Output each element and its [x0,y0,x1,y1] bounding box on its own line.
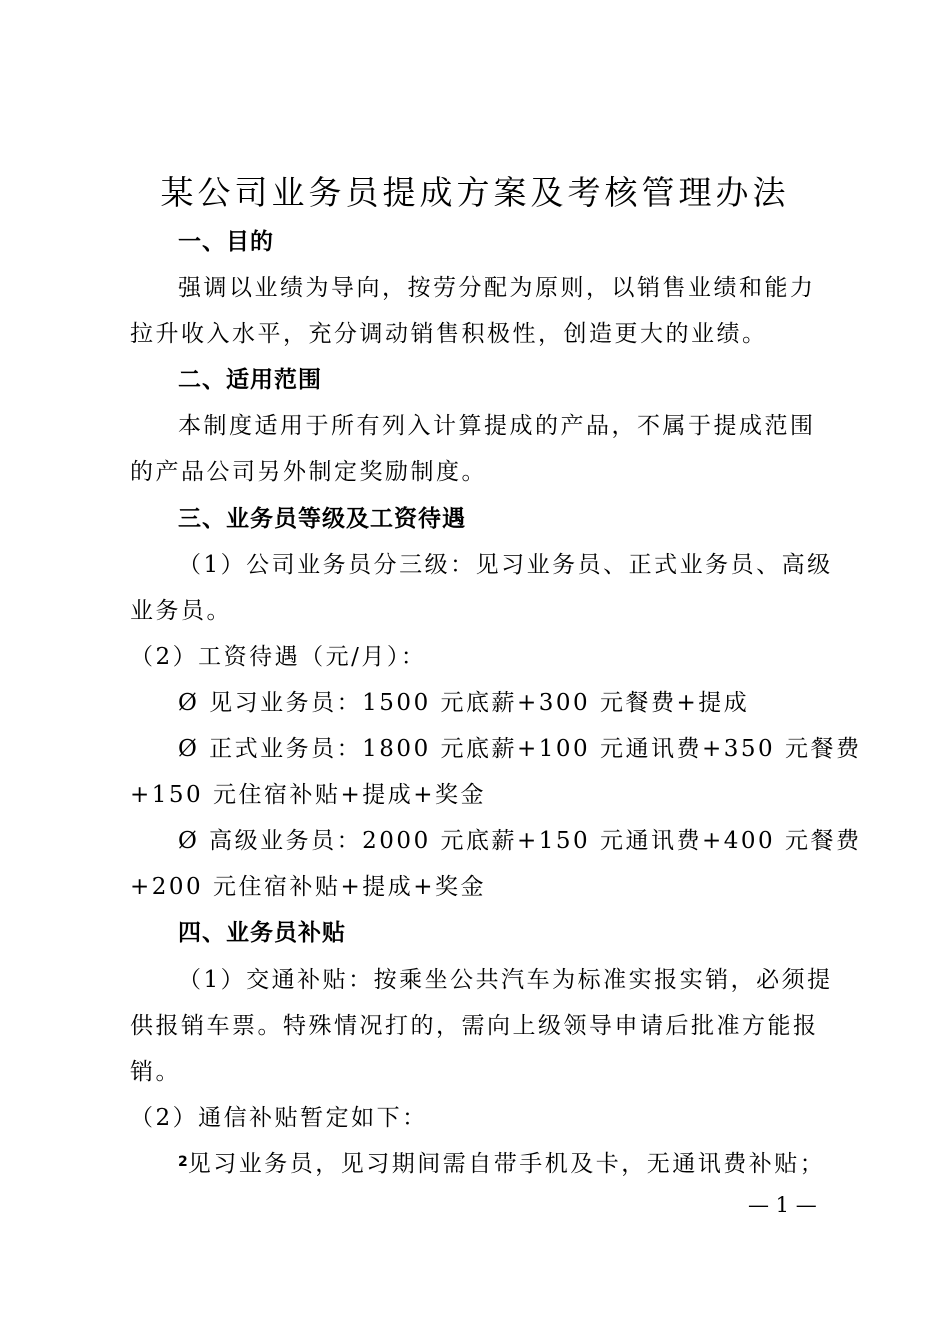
paragraph-line: +200 元住宿补贴+提成+奖金 [130,874,487,900]
list-item: Ø 见习业务员：1500 元底薪+300 元餐费+提成 [178,690,750,716]
document-title: 某公司业务员提成方案及考核管理办法 [160,173,790,212]
paragraph-line: （1）交通补贴：按乘坐公共汽车为标准实报实销，必须提 [178,967,833,993]
paragraph-line: 销。 [130,1059,181,1085]
paragraph-line: 本制度适用于所有列入计算提成的产品，不属于提成范围 [178,413,816,439]
paragraph-line: （2）工资待遇（元/月）： [130,644,427,670]
list-item [178,1148,825,1180]
section-heading-levels: 三、业务员等级及工资待遇 [178,506,466,532]
paragraph-line: 供报销车票。特殊情况打的，需向上级领导申请后批准方能报 [130,1013,819,1039]
paragraph-line: （2）通信补贴暂定如下： [130,1105,428,1131]
paragraph-line: +150 元住宿补贴+提成+奖金 [130,782,487,808]
paragraph-line: （1）公司业务员分三级：见习业务员、正式业务员、高级 [178,552,833,578]
page-number: — 1 — [748,1193,817,1217]
list-item-text: 见习业务员，见习期间需自带手机及卡，无通讯费补贴； [187,1151,826,1177]
section-heading-purpose: 一、目的 [178,229,274,255]
section-heading-allowance: 四、业务员补贴 [178,920,346,946]
list-item: Ø 高级业务员：2000 元底薪+150 元通讯费+400 元餐费 [178,828,862,854]
paragraph-line: 的产品公司另外制定奖励制度。 [130,459,487,485]
paragraph-line: 业务员。 [130,598,232,624]
paragraph-line: 拉升收入水平，充分调动销售积极性，创造更大的业绩。 [130,321,768,347]
list-item: Ø 正式业务员：1800 元底薪+100 元通讯费+350 元餐费 [178,736,862,762]
paragraph-line: 强调以业绩为导向，按劳分配为原则，以销售业绩和能力 [178,275,816,301]
section-heading-scope: 二、适用范围 [178,367,322,393]
bullet-marker: 2 [178,1154,188,1170]
